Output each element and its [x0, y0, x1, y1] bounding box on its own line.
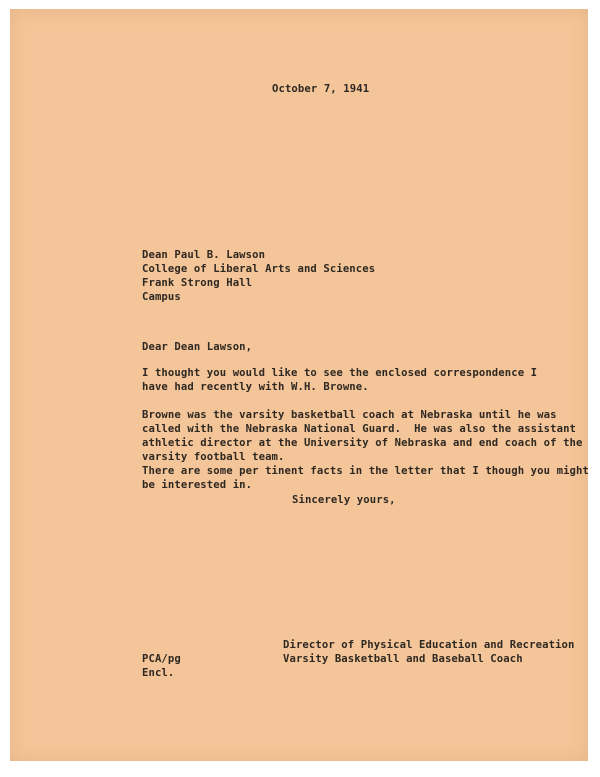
salutation: Dear Dean Lawson,: [142, 341, 253, 353]
letter-page: [10, 9, 588, 761]
paragraph-line: varsity football team.: [142, 451, 285, 463]
recipient-address: [142, 248, 375, 304]
signature-title-line: Director of Physical Education and Recreation: [283, 639, 575, 651]
recipient-location: Campus: [142, 291, 181, 303]
paragraph-line: have had recently with W.H. Browne.: [142, 381, 369, 393]
body-paragraph-2: [142, 408, 583, 464]
enclosure-note: Encl.: [142, 667, 175, 679]
recipient-building: Frank Strong Hall: [142, 277, 253, 289]
paragraph-line: called with the Nebraska National Guard. He was also the assistant: [142, 423, 577, 435]
recipient-college: College of Liberal Arts and Sciences: [142, 263, 376, 275]
recipient-name: Dean Paul B. Lawson: [142, 249, 266, 261]
paragraph-line: There are some per tinent facts in the letter that I though you might: [142, 465, 589, 477]
signature-title: [283, 638, 575, 666]
signature-title-line: Varsity Basketball and Baseball Coach: [283, 653, 523, 665]
letter-date: October 7, 1941: [272, 83, 370, 95]
closing: Sincerely yours,: [292, 494, 396, 506]
paragraph-line: Browne was the varsity basketball coach at Nebraska until he was: [142, 409, 557, 421]
paragraph-line: be interested in.: [142, 479, 253, 491]
reference-initials: PCA/pg: [142, 653, 181, 665]
paragraph-line: I thought you would like to see the enclosed correspondence I: [142, 367, 538, 379]
body-paragraph-3: [142, 464, 589, 492]
body-paragraph-1: [142, 366, 537, 394]
reference-block: [142, 652, 181, 680]
paragraph-line: athletic director at the University of Nebraska and end coach of the: [142, 437, 583, 449]
